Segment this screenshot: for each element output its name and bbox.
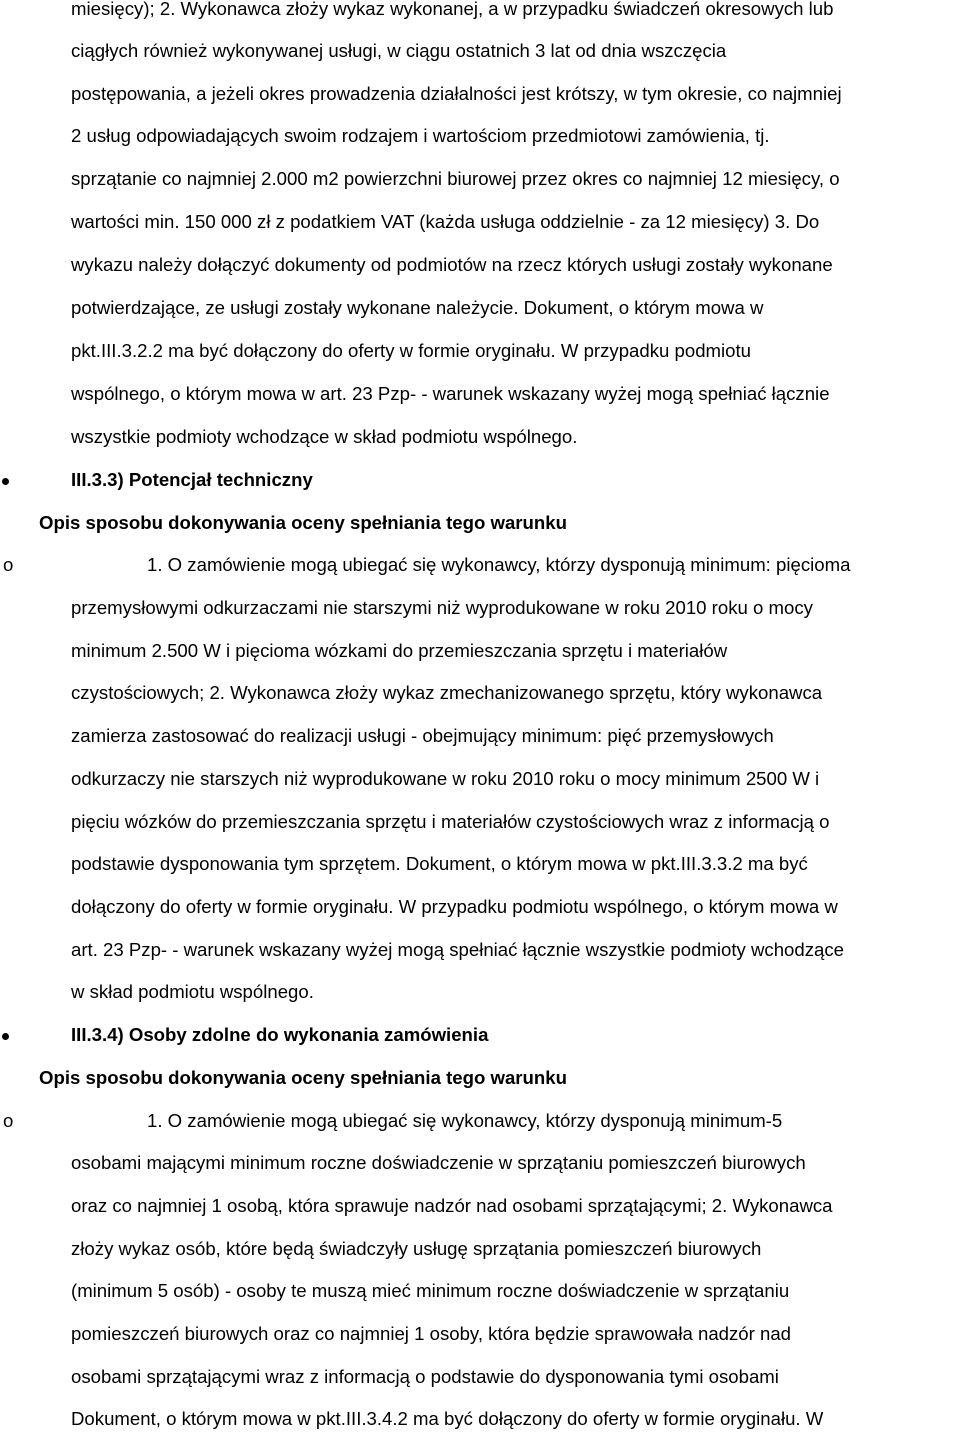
section-heading: III.3.4) Osoby zdolne do wykonania zamówienia [71, 1024, 489, 1045]
bullet-icon [2, 1033, 9, 1040]
text-line: 1. O zamówienie mogą ubiegać się wykonawcy, którzy dysponują minimum: pięcioma [147, 554, 851, 575]
text-line: (minimum 5 osób) - osoby te muszą mieć minimum roczne doświadczenie w sprzątaniu [71, 1280, 790, 1301]
text-line: pomieszczeń biurowych oraz co najmniej 1 osoby, która będzie sprawowała nadzór nad [71, 1323, 792, 1344]
text-line: postępowania, a jeżeli okres prowadzenia działalności jest krótszy, w tym okresie, co najmniej [71, 83, 842, 104]
text-line: w skład podmiotu wspólnego. [71, 981, 314, 1002]
text-line: ciągłych również wykonywanej usługi, w ciągu ostatnich 3 lat od dnia wszczęcia [71, 40, 727, 61]
text-line: zamierza zastosować do realizacji usługi - obejmujący minimum: pięć przemysłowych [71, 725, 774, 746]
text-line: osobami sprzątającymi wraz z informacją o podstawie do dysponowania tymi osobami [71, 1366, 779, 1387]
circle-bullet-icon: o [3, 554, 14, 575]
text-line: podstawie dysponowania tym sprzętem. Dokument, o którym mowa w pkt.III.3.3.2 ma być [71, 853, 808, 874]
text-line: pięciu wózków do przemieszczania sprzętu i materiałów czystościowych wraz z informacją o [71, 811, 830, 832]
text-line: osobami mającymi minimum roczne doświadczenie w sprzątaniu pomieszczeń biurowych [71, 1152, 806, 1173]
text-line: wspólnego, o którym mowa w art. 23 Pzp- - warunek wskazany wyżej mogą spełniać łącznie [71, 383, 830, 404]
text-line: wartości min. 150 000 zł z podatkiem VAT (każda usługa oddzielnie - za 12 miesięcy) 3. Do [71, 211, 820, 232]
text-line: wykazu należy dołączyć dokumenty od podmiotów na rzecz których usługi zostały wykonane [71, 254, 833, 275]
text-line: dołączony do oferty w formie oryginału. W przypadku podmiotu wspólnego, o którym mowa w [71, 896, 838, 917]
text-line: czystościowych; 2. Wykonawca złoży wykaz zmechanizowanego sprzętu, który wykonawca [71, 682, 823, 703]
text-line: potwierdzające, ze usługi zostały wykonane należycie. Dokument, o którym mowa w [71, 297, 764, 318]
text-line: miesięcy); 2. Wykonawca złoży wykaz wykonanej, a w przypadku świadczeń okresowych lub [71, 0, 834, 19]
text-line: złoży wykaz osób, które będą świadczyły usługę sprzątania pomieszczeń biurowych [71, 1238, 762, 1259]
text-line: pkt.III.3.2.2 ma być dołączony do oferty w formie oryginału. W przypadku podmiotu [71, 340, 752, 361]
section-subheading: Opis sposobu dokonywania oceny spełniania tego warunku [39, 1067, 567, 1088]
text-line: sprzątanie co najmniej 2.000 m2 powierzchni biurowej przez okres co najmniej 12 miesięcy, o [71, 168, 840, 189]
circle-bullet-icon: o [3, 1110, 14, 1131]
text-line: wszystkie podmioty wchodzące w skład podmiotu wspólnego. [71, 426, 578, 447]
text-line: art. 23 Pzp- - warunek wskazany wyżej mogą spełniać łącznie wszystkie podmioty wchodzące [71, 939, 845, 960]
text-line: przemysłowymi odkurzaczami nie starszymi niż wyprodukowane w roku 2010 roku o mocy [71, 597, 813, 618]
text-line: minimum 2.500 W i pięcioma wózkami do przemieszczania sprzętu i materiałów [71, 640, 728, 661]
text-line: odkurzaczy nie starszych niż wyprodukowane w roku 2010 roku o mocy minimum 2500 W i [71, 768, 820, 789]
section-heading: III.3.3) Potencjał techniczny [71, 469, 313, 490]
text-line: 2 usług odpowiadających swoim rodzajem i wartościom przedmiotowi zamówienia, tj. [71, 125, 770, 146]
text-line: oraz co najmniej 1 osobą, która sprawuje nadzór nad osobami sprzątającymi; 2. Wykonawca [71, 1195, 833, 1216]
section-subheading: Opis sposobu dokonywania oceny spełniania tego warunku [39, 512, 567, 533]
text-line: Dokument, o którym mowa w pkt.III.3.4.2 ma być dołączony do oferty w formie oryginału. W [71, 1408, 824, 1429]
text-line: 1. O zamówienie mogą ubiegać się wykonawcy, którzy dysponują minimum-5 [147, 1110, 783, 1131]
bullet-icon [2, 478, 9, 485]
